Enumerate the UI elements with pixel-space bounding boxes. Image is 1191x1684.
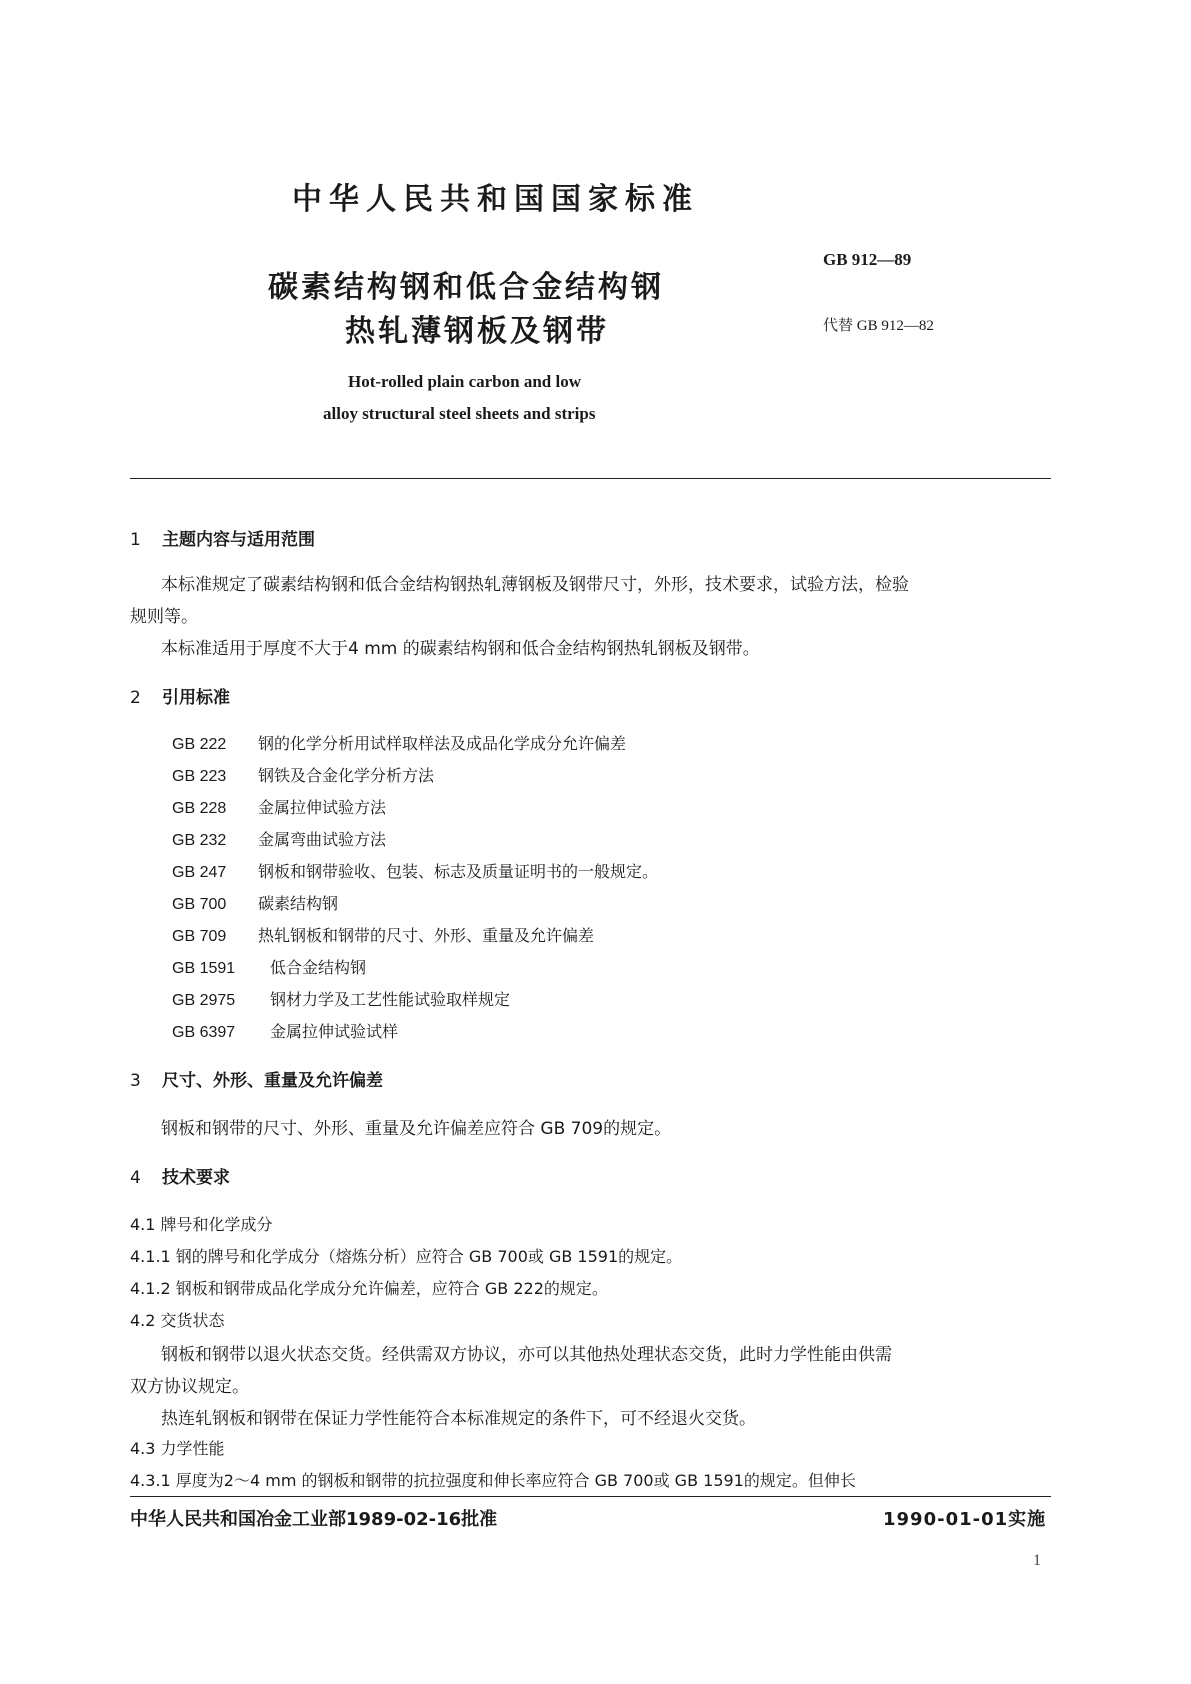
- reference-title: 热轧钢板和钢带的尺寸、外形、重量及允许偏差: [258, 926, 595, 945]
- reference-item: [172, 987, 510, 1010]
- section-number: 2: [130, 688, 141, 708]
- reference-item: [172, 859, 658, 882]
- clause-4-3-1: 4.3.1 厚度为2～4 mm 的钢板和钢带的抗拉强度和伸长率应符合 GB 700或 GB 1591的规定。但伸长: [130, 1471, 856, 1490]
- section-1-paragraph-2: 本标准适用于厚度不大于4 mm 的碳素结构钢和低合金结构钢热轧钢板及钢带。: [161, 639, 760, 659]
- section-number: 3: [130, 1071, 141, 1091]
- clause-4-2-paragraph-2: 热连轧钢板和钢带在保证力学性能符合本标准规定的条件下，可不经退火交货。: [161, 1409, 756, 1429]
- reference-code: GB 709: [172, 928, 227, 945]
- section-1-heading: [130, 525, 315, 550]
- reference-title: 金属弯曲试验方法: [258, 830, 387, 849]
- reference-code: GB 6397: [172, 1024, 236, 1041]
- reference-title: 钢材力学及工艺性能试验取样规定: [270, 990, 511, 1009]
- header-divider: [130, 478, 1051, 479]
- section-4-heading: [130, 1163, 230, 1188]
- replaces-standard: 代替 GB 912—82: [823, 318, 934, 334]
- reference-code: GB 700: [172, 896, 227, 913]
- reference-code: GB 247: [172, 864, 227, 881]
- section-3-heading: [130, 1066, 383, 1091]
- reference-item: [172, 923, 594, 946]
- reference-item: [172, 827, 386, 850]
- clause-4-2: 4.2 交货状态: [130, 1311, 225, 1330]
- reference-title: 钢板和钢带验收、包装、标志及质量证明书的一般规定。: [258, 862, 659, 881]
- english-title-line-2: alloy structural steel sheets and strips: [323, 404, 596, 423]
- reference-code: GB 228: [172, 800, 227, 817]
- clause-4-1-1: 4.1.1 钢的牌号和化学成分（熔炼分析）应符合 GB 700或 GB 1591的规定。: [130, 1247, 683, 1266]
- reference-item: [172, 731, 626, 754]
- reference-code: GB 232: [172, 832, 227, 849]
- clause-4-1-2: 4.1.2 钢板和钢带成品化学成分允许偏差，应符合 GB 222的规定。: [130, 1279, 608, 1298]
- reference-code: GB 1591: [172, 960, 236, 977]
- section-title: 引用标准: [162, 688, 230, 708]
- english-title-line-1: Hot-rolled plain carbon and low: [348, 372, 581, 391]
- section-1-paragraph-1-line-1: 本标准规定了碳素结构钢和低合金结构钢热轧薄钢板及钢带尺寸，外形，技术要求，试验方法，检验: [161, 575, 909, 595]
- reference-title: 金属拉伸试验试样: [270, 1022, 399, 1041]
- section-number: 1: [130, 530, 141, 550]
- footer-divider: [130, 1496, 1051, 1497]
- section-title: 主题内容与适用范围: [162, 530, 315, 550]
- chinese-title-line-2: 热轧薄钢板及钢带: [345, 314, 609, 349]
- clause-4-2-paragraph-1-line-2: 双方协议规定。: [130, 1377, 249, 1397]
- section-number: 4: [130, 1168, 141, 1188]
- reference-item: [172, 891, 338, 914]
- clause-4-1: 4.1 牌号和化学成分: [130, 1215, 273, 1234]
- reference-item: [172, 763, 434, 786]
- section-title: 技术要求: [162, 1168, 230, 1188]
- section-3-paragraph: 钢板和钢带的尺寸、外形、重量及允许偏差应符合 GB 709的规定。: [161, 1119, 672, 1139]
- reference-item: [172, 955, 366, 978]
- clause-4-2-paragraph-1-line-1: 钢板和钢带以退火状态交货。经供需双方协议，亦可以其他热处理状态交货，此时力学性能由供需: [161, 1345, 892, 1365]
- reference-title: 钢的化学分析用试样取样法及成品化学成分允许偏差: [258, 734, 627, 753]
- reference-title: 金属拉伸试验方法: [258, 798, 387, 817]
- page-number: 1: [1033, 1552, 1041, 1569]
- reference-code: GB 2975: [172, 992, 236, 1009]
- reference-title: 低合金结构钢: [270, 958, 367, 977]
- reference-item: [172, 1019, 398, 1042]
- reference-title: 碳素结构钢: [258, 894, 339, 913]
- clause-4-3: 4.3 力学性能: [130, 1439, 225, 1458]
- chinese-title-line-1: 碳素结构钢和低合金结构钢: [268, 270, 664, 305]
- approval-statement: 中华人民共和国冶金工业部1989-02-16批准: [130, 1509, 498, 1530]
- standard-number: GB 912—89: [823, 250, 912, 269]
- section-2-heading: [130, 683, 230, 708]
- reference-item: [172, 795, 386, 818]
- reference-code: GB 222: [172, 736, 227, 753]
- effective-date: 1990-01-01实施: [883, 1509, 1047, 1530]
- section-title: 尺寸、外形、重量及允许偏差: [162, 1071, 383, 1091]
- national-standard-heading: 中华人民共和国国家标准: [292, 182, 699, 217]
- reference-code: GB 223: [172, 768, 227, 785]
- reference-title: 钢铁及合金化学分析方法: [258, 766, 435, 785]
- section-1-paragraph-1-line-2: 规则等。: [130, 607, 198, 627]
